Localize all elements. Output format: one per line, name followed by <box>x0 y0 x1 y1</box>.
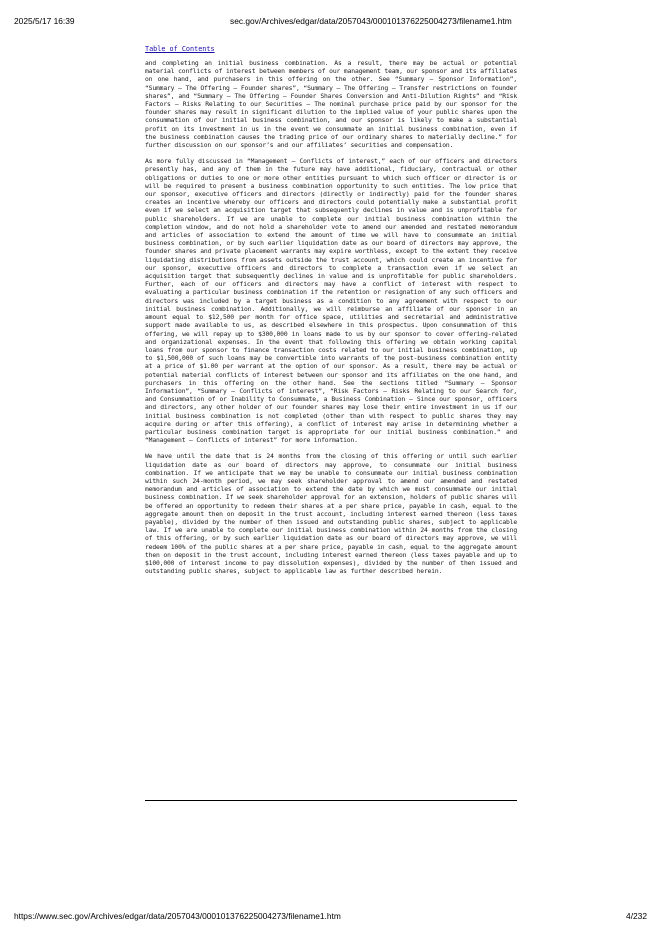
print-footer <box>0 905 662 936</box>
print-date: 2025/5/17 16:39 <box>14 16 75 26</box>
print-header <box>0 0 662 30</box>
print-header-url: sec.gov/Archives/edgar/data/2057043/000101376225004273/filename1.htm <box>230 16 512 26</box>
paragraph-conflicts-sponsor: and completing an initial business combination. As a result, there may be actual or potential material conflicts of interest between members of our management team, our sponsor and its affiliates on one hand, and purchasers in this offering on the other. See “Summary — Sponsor Information”, “Summary — The Offering — Founder shares”, “Summary — The Offering — Transfer restrictions on founder shares”, and “Summary — The Offering — Founder Shares Conversion and Anti-Dilution Rights” and “Risk Factors — Risks Relating to our Securities — The nominal purchase price paid by our sponsor for the founder shares may result in significant dilution to the implied value of your public shares upon the consummation of our initial business combination, and our sponsor is likely to make a substantial profit on its investment in us in the event we consummate an initial business combination, even if the business combination causes the trading price of our ordinary shares to materially decline.” for further discussion on our sponsor’s and our affiliates’ securities and compensation. <box>145 60 517 150</box>
table-of-contents-link[interactable]: Table of Contents <box>145 45 215 53</box>
paragraph-completion-window: We have until the date that is 24 months from the closing of this offering or until such earlier liquidation date as our board of directors may approve, to consummate our initial business combination. If we anticipate that we may be unable to consummate our initial business combination within such 24-month period, we may seek shareholder approval to amend our amended and restated memorandum and articles of association to extend the date by which we must consummate our initial business combination. If we seek shareholder approval for an extension, holders of public shares will be offered an opportunity to redeem their shares at a per share price, payable in cash, equal to the aggregate amount then on deposit in the trust account, including interest earned thereon (less taxes payable), divided by the number of then issued and outstanding public shares, subject to applicable law. If we are unable to complete our initial business combination within 24 months from the closing of this offering, or by such earlier liquidation date as our board of directors may approve, we will redeem 100% of the public shares at a per share price, payable in cash, equal to the aggregate amount then on deposit in the trust account, including interest earned thereon (less taxes payable and up to $100,000 of interest income to pay dissolution expenses), divided by the number of then issued and outstanding public shares, subject to applicable law as further described herein. <box>145 453 517 576</box>
document-body <box>145 36 517 584</box>
print-footer-url: https://www.sec.gov/Archives/edgar/data/2057043/000101376225004273/filename1.htm <box>14 911 341 921</box>
page-number: 4/232 <box>626 911 647 921</box>
paragraph-management-conflicts: As more fully discussed in “Management — Conflicts of interest,” each of our officers and directors presently has, and any of them in the future may have additional, fiduciary, contractual or other obligations or duties to one or more other entities pursuant to which such officer or director is or will be required to present a business combination opportunity to such entities. The low price that our sponsor, executive officers and directors (directly or indirectly) paid for the founder shares creates an incentive whereby our officers and directors could potentially make a substantial profit even if we select an acquisition target that subsequently declines in value and is unprofitable for public shareholders. If we are unable to complete our initial business combination within the completion window, and do not hold a shareholder vote to amend our amended and restated memorandum and articles of association to extend the amount of time we will have to consummate an initial business combination, or by such earlier liquidation date as our board of directors may approve, the founder shares and private placement warrants may expire worthless, except to the extent they receive liquidating distributions from assets outside the trust account, which could create an incentive for our sponsor, executive officers and directors to complete a transaction even if we select an acquisition target that subsequently declines in value and is unprofitable for public shareholders. Further, each of our officers and directors may have a conflict of interest with respect to evaluating a particular business combination if the retention or resignation of any such officers and directors was included by a target business as a condition to any agreement with respect to our initial business combination. Additionally, we will reimburse an affiliate of our sponsor in an amount equal to $12,500 per month for office space, utilities and secretarial and administrative support made available to us, as described elsewhere in this prospectus. Upon consummation of this offering, we will repay up to $300,000 in loans made to us by our sponsor to cover offering-related and organizational expenses. In the event that following this offering we obtain working capital loans from our sponsor to finance transaction costs related to our initial business combination, up to $1,500,000 of such loans may be convertible into warrants of the post-business combination entity at a price of $1.00 per warrant at the option of our sponsor. As a result, there may be actual or potential material conflicts of interest between our sponsor and its affiliates on the one hand, and purchasers in this offering on the other hand. See the sections titled “Summary — Sponsor Information”, “Summary — Conflicts of interest”, “Risk Factors — Risks Relating to our Search for, and Consummation of or Inability to Consummate, a Business Combination — Since our sponsor, officers and directors, any other holder of our founder shares may lose their entire investment in us if our initial business combination is not completed (other than with respect to public shares they may acquire during or after this offering), a conflict of interest may arise in determining whether a particular business combination target is appropriate for our initial business combination.” and “Management — Conflicts of interest” for more information. <box>145 158 517 445</box>
page-divider <box>145 800 517 801</box>
